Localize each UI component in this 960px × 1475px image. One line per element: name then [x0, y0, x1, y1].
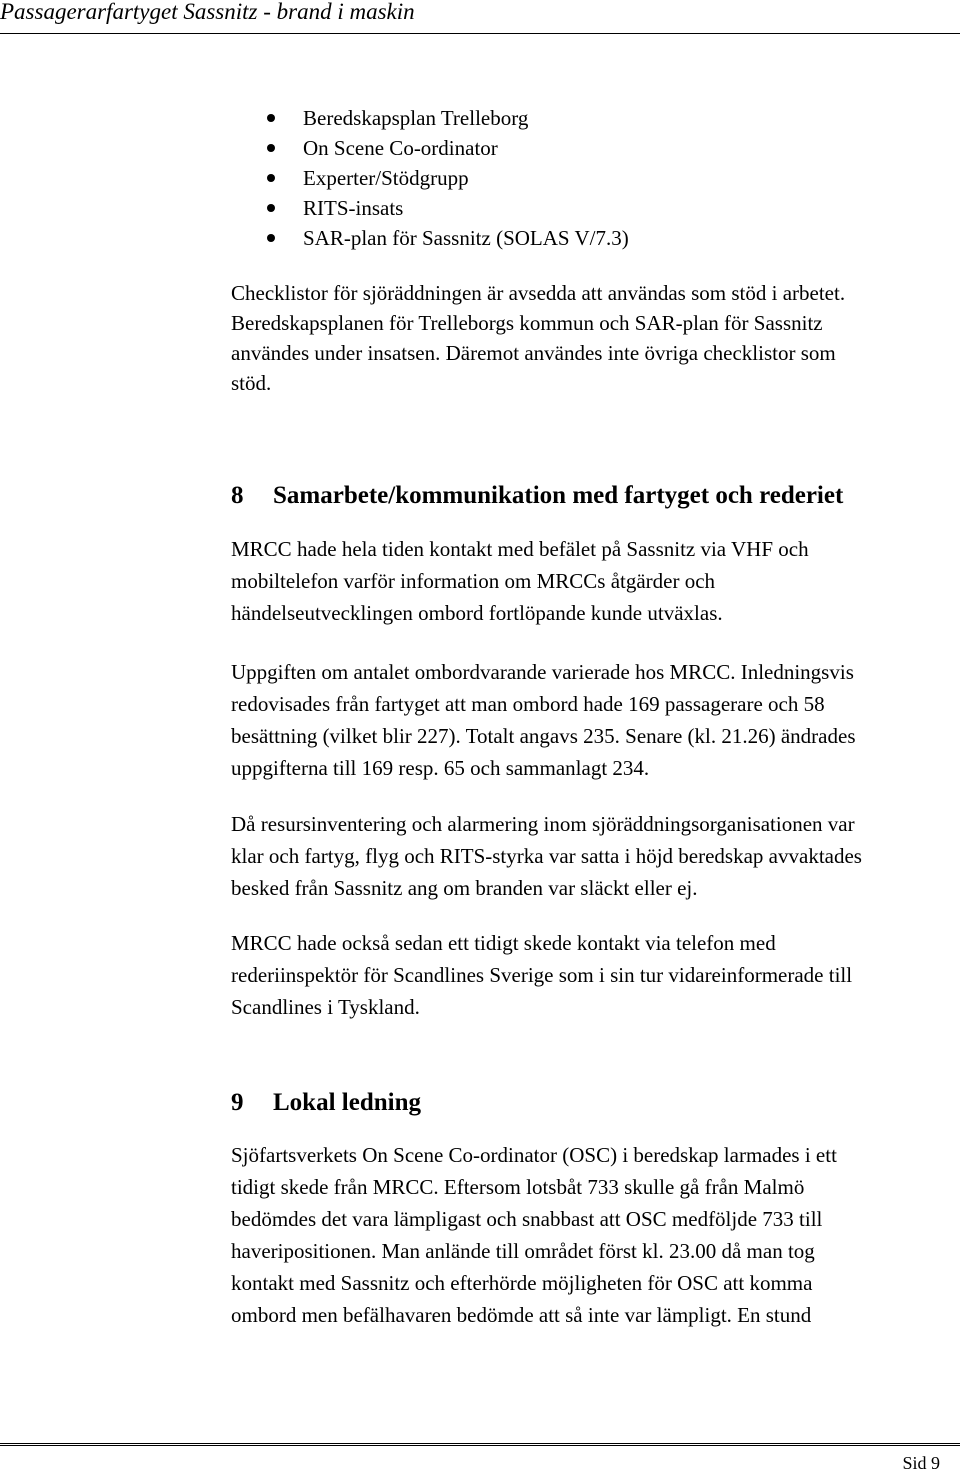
resource-inventory-paragraph: Då resursinventering och alarmering inom sjöräddningsorganisationen var klar och fartyg, flyg och RITS-styrka var satta i höjd beredskap avvaktades besked från Sassnitz ang om branden var släckt eller ej. — [231, 812, 862, 900]
list-item — [231, 103, 629, 133]
list-item — [231, 193, 629, 223]
section-number: 9 — [231, 1089, 244, 1116]
bullet-icon — [267, 114, 275, 122]
list-item-text: RITS-insats — [303, 196, 404, 220]
page-number: Sid 9 — [902, 1453, 940, 1473]
bullet-icon — [267, 204, 275, 212]
bullet-icon — [267, 234, 275, 242]
section-title: Lokal ledning — [273, 1089, 421, 1116]
section-8-heading — [231, 480, 843, 512]
list-item — [231, 133, 629, 163]
section-9-heading — [231, 1087, 421, 1119]
header-rule — [0, 33, 960, 34]
section-number: 8 — [231, 482, 244, 509]
bullet-icon — [267, 174, 275, 182]
list-item — [231, 223, 629, 253]
section-title: Samarbete/kommunikation med fartyget och rederiet — [273, 482, 844, 509]
bullet-list — [231, 103, 629, 253]
list-item — [231, 163, 629, 193]
running-header — [0, 0, 960, 30]
list-item-text: Beredskapsplan Trelleborg — [303, 106, 529, 130]
shipping-inspector-paragraph: MRCC hade också sedan ett tidigt skede kontakt via telefon med rederiinspektör för Scandlines Sverige som i sin tur vidareinformerade till Scandlines i Tyskland. — [231, 931, 853, 1019]
bullet-icon — [267, 144, 275, 152]
list-item-text: SAR-plan för Sassnitz (SOLAS V/7.3) — [303, 226, 629, 250]
footer-rule — [0, 1443, 960, 1446]
mrcc-contact-paragraph: MRCC hade hela tiden kontakt med befälet på Sassnitz via VHF och mobiltelefon varför information om MRCCs åtgärder och händelseutvecklingen ombord fortlöpande kunde utväxlas. — [231, 537, 809, 625]
document-title: Passagerarfartyget Sassnitz - brand i maskin — [0, 0, 415, 24]
checklist-paragraph: Checklistor för sjöräddningen är avsedda att användas som stöd i arbetet. Beredskapsplanen för Trelleborgs kommun och SAR-plan för Sassnitz användes under insatsen. Däremot användes inte övriga checklistor som stöd. — [231, 281, 846, 395]
osc-paragraph: Sjöfartsverkets On Scene Co-ordinator (OSC) i beredskap larmades i ett tidigt skede från MRCC. Eftersom lotsbåt 733 skulle gå från Malmö bedömdes det vara lämpligast och snabbast att OSC medföljde 733 till haveripositionen. Man anlände till området först kl. 23.00 då man tog kontakt med Sassnitz och efterhörde möjligheten för OSC att komma ombord men befälhavaren bedömde att så inte var lämpligt. En stund — [231, 1143, 837, 1327]
passenger-count-paragraph: Uppgiften om antalet ombordvarande varierade hos MRCC. Inledningsvis redovisades från fartyget att man ombord hade 169 passagerare och 58 besättning (vilket blir 227). Totalt angavs 235. Senare (kl. 21.26) ändrades uppgifterna till 169 resp. 65 och sammanlagt 234. — [231, 660, 856, 780]
list-item-text: On Scene Co-ordinator — [303, 136, 498, 160]
list-item-text: Experter/Stödgrupp — [303, 166, 469, 190]
